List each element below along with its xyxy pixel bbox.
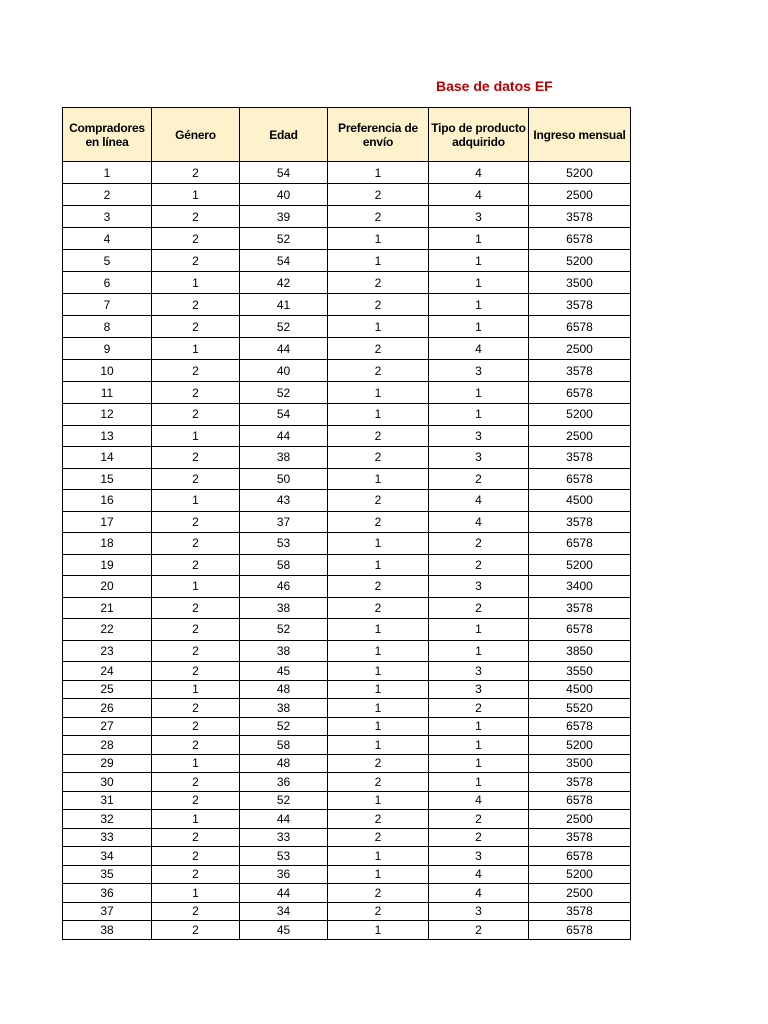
table-row <box>63 468 631 490</box>
cell-preferencia-envio[interactable]: 2 <box>328 828 429 847</box>
table-row <box>63 736 631 755</box>
table-row <box>63 554 631 576</box>
table-row <box>63 360 631 382</box>
cell-ingreso-mensual[interactable]: 6578 <box>529 468 631 490</box>
cell-preferencia-envio[interactable]: 1 <box>328 640 429 662</box>
cell-comprador[interactable]: 9 <box>63 338 152 360</box>
cell-ingreso-mensual[interactable]: 3578 <box>529 597 631 619</box>
cell-ingreso-mensual[interactable]: 6578 <box>529 316 631 338</box>
cell-edad[interactable]: 58 <box>240 554 328 576</box>
cell-preferencia-envio[interactable]: 1 <box>328 847 429 866</box>
cell-genero[interactable]: 2 <box>152 404 240 426</box>
cell-preferencia-envio[interactable]: 2 <box>328 490 429 512</box>
cell-genero[interactable]: 2 <box>152 206 240 228</box>
cell-genero[interactable]: 2 <box>152 294 240 316</box>
table-row <box>63 206 631 228</box>
cell-edad[interactable]: 36 <box>240 865 328 884</box>
cell-ingreso-mensual[interactable]: 5200 <box>529 404 631 426</box>
table-row <box>63 404 631 426</box>
sheet-title: Base de datos EF <box>436 78 553 94</box>
cell-ingreso-mensual[interactable]: 2500 <box>529 184 631 206</box>
cell-tipo-producto[interactable]: 3 <box>429 447 529 469</box>
cell-genero[interactable]: 2 <box>152 902 240 921</box>
cell-edad[interactable]: 42 <box>240 272 328 294</box>
cell-comprador[interactable]: 33 <box>63 828 152 847</box>
table-row <box>63 272 631 294</box>
cell-tipo-producto[interactable]: 2 <box>429 810 529 829</box>
cell-preferencia-envio[interactable]: 2 <box>328 272 429 294</box>
table-row <box>63 810 631 829</box>
table-row <box>63 382 631 404</box>
cell-genero[interactable]: 1 <box>152 490 240 512</box>
cell-ingreso-mensual[interactable]: 6578 <box>529 533 631 555</box>
cell-ingreso-mensual[interactable]: 3500 <box>529 272 631 294</box>
cell-edad[interactable]: 34 <box>240 902 328 921</box>
cell-edad[interactable]: 54 <box>240 162 328 184</box>
cell-edad[interactable]: 38 <box>240 597 328 619</box>
cell-comprador[interactable]: 8 <box>63 316 152 338</box>
cell-preferencia-envio[interactable]: 2 <box>328 425 429 447</box>
cell-comprador[interactable]: 2 <box>63 184 152 206</box>
cell-preferencia-envio[interactable]: 1 <box>328 250 429 272</box>
cell-edad[interactable]: 52 <box>240 717 328 736</box>
cell-tipo-producto[interactable]: 3 <box>429 425 529 447</box>
cell-tipo-producto[interactable]: 1 <box>429 773 529 792</box>
cell-tipo-producto[interactable]: 4 <box>429 511 529 533</box>
cell-edad[interactable]: 46 <box>240 576 328 598</box>
cell-edad[interactable]: 53 <box>240 533 328 555</box>
cell-tipo-producto[interactable]: 2 <box>429 533 529 555</box>
cell-comprador[interactable]: 32 <box>63 810 152 829</box>
cell-comprador[interactable]: 19 <box>63 554 152 576</box>
cell-comprador[interactable]: 27 <box>63 717 152 736</box>
cell-genero[interactable]: 2 <box>152 717 240 736</box>
cell-ingreso-mensual[interactable]: 6578 <box>529 847 631 866</box>
cell-preferencia-envio[interactable]: 1 <box>328 619 429 641</box>
cell-ingreso-mensual[interactable]: 4500 <box>529 490 631 512</box>
cell-comprador[interactable]: 22 <box>63 619 152 641</box>
cell-tipo-producto[interactable]: 4 <box>429 884 529 903</box>
cell-edad[interactable]: 44 <box>240 338 328 360</box>
cell-edad[interactable]: 52 <box>240 382 328 404</box>
table-row <box>63 865 631 884</box>
data-table <box>62 107 631 940</box>
cell-tipo-producto[interactable]: 2 <box>429 828 529 847</box>
table-row <box>63 184 631 206</box>
cell-tipo-producto[interactable]: 1 <box>429 272 529 294</box>
cell-comprador[interactable]: 6 <box>63 272 152 294</box>
cell-ingreso-mensual[interactable]: 2500 <box>529 810 631 829</box>
cell-genero[interactable]: 2 <box>152 773 240 792</box>
cell-genero[interactable]: 2 <box>152 640 240 662</box>
cell-tipo-producto[interactable]: 4 <box>429 184 529 206</box>
cell-preferencia-envio[interactable]: 2 <box>328 338 429 360</box>
cell-ingreso-mensual[interactable]: 6578 <box>529 791 631 810</box>
cell-genero[interactable]: 2 <box>152 865 240 884</box>
table-row <box>63 773 631 792</box>
cell-preferencia-envio[interactable]: 2 <box>328 773 429 792</box>
cell-edad[interactable]: 40 <box>240 360 328 382</box>
cell-edad[interactable]: 52 <box>240 228 328 250</box>
cell-comprador[interactable]: 21 <box>63 597 152 619</box>
cell-genero[interactable]: 2 <box>152 468 240 490</box>
cell-genero[interactable]: 1 <box>152 884 240 903</box>
cell-preferencia-envio[interactable]: 1 <box>328 404 429 426</box>
cell-preferencia-envio[interactable]: 2 <box>328 360 429 382</box>
cell-edad[interactable]: 43 <box>240 490 328 512</box>
table-row <box>63 425 631 447</box>
cell-preferencia-envio[interactable]: 2 <box>328 754 429 773</box>
table-row <box>63 921 631 940</box>
cell-comprador[interactable]: 29 <box>63 754 152 773</box>
cell-comprador[interactable]: 4 <box>63 228 152 250</box>
cell-ingreso-mensual[interactable]: 5200 <box>529 736 631 755</box>
cell-preferencia-envio[interactable]: 2 <box>328 884 429 903</box>
cell-edad[interactable]: 41 <box>240 294 328 316</box>
cell-preferencia-envio[interactable]: 2 <box>328 902 429 921</box>
cell-genero[interactable]: 2 <box>152 699 240 718</box>
cell-preferencia-envio[interactable]: 1 <box>328 316 429 338</box>
cell-edad[interactable]: 44 <box>240 884 328 903</box>
cell-tipo-producto[interactable]: 3 <box>429 662 529 681</box>
table-row <box>63 680 631 699</box>
cell-preferencia-envio[interactable]: 2 <box>328 447 429 469</box>
cell-genero[interactable]: 1 <box>152 680 240 699</box>
cell-comprador[interactable]: 38 <box>63 921 152 940</box>
cell-tipo-producto[interactable]: 1 <box>429 250 529 272</box>
cell-comprador[interactable]: 3 <box>63 206 152 228</box>
table-row <box>63 447 631 469</box>
cell-edad[interactable]: 52 <box>240 316 328 338</box>
cell-tipo-producto[interactable]: 1 <box>429 619 529 641</box>
column-header-genero[interactable]: Género <box>152 108 240 162</box>
cell-comprador[interactable]: 12 <box>63 404 152 426</box>
cell-preferencia-envio[interactable]: 1 <box>328 921 429 940</box>
cell-genero[interactable]: 2 <box>152 619 240 641</box>
cell-comprador[interactable]: 10 <box>63 360 152 382</box>
cell-ingreso-mensual[interactable]: 3578 <box>529 360 631 382</box>
cell-ingreso-mensual[interactable]: 4500 <box>529 680 631 699</box>
cell-tipo-producto[interactable]: 3 <box>429 902 529 921</box>
cell-comprador[interactable]: 24 <box>63 662 152 681</box>
cell-comprador[interactable]: 18 <box>63 533 152 555</box>
column-header-edad[interactable]: Edad <box>240 108 328 162</box>
cell-genero[interactable]: 2 <box>152 162 240 184</box>
cell-ingreso-mensual[interactable]: 3578 <box>529 773 631 792</box>
cell-comprador[interactable]: 16 <box>63 490 152 512</box>
table-row <box>63 717 631 736</box>
cell-tipo-producto[interactable]: 4 <box>429 162 529 184</box>
cell-comprador[interactable]: 14 <box>63 447 152 469</box>
cell-tipo-producto[interactable]: 3 <box>429 680 529 699</box>
cell-tipo-producto[interactable]: 1 <box>429 404 529 426</box>
cell-tipo-producto[interactable]: 1 <box>429 294 529 316</box>
cell-preferencia-envio[interactable]: 1 <box>328 865 429 884</box>
cell-genero[interactable]: 2 <box>152 382 240 404</box>
cell-ingreso-mensual[interactable]: 2500 <box>529 338 631 360</box>
table-row <box>63 338 631 360</box>
column-header-ingreso-mensual[interactable]: Ingreso mensual <box>529 108 631 162</box>
cell-edad[interactable]: 38 <box>240 699 328 718</box>
table-row <box>63 576 631 598</box>
table-row <box>63 662 631 681</box>
cell-comprador[interactable]: 7 <box>63 294 152 316</box>
cell-ingreso-mensual[interactable]: 2500 <box>529 425 631 447</box>
cell-edad[interactable]: 54 <box>240 404 328 426</box>
cell-tipo-producto[interactable]: 3 <box>429 206 529 228</box>
cell-edad[interactable]: 44 <box>240 425 328 447</box>
cell-edad[interactable]: 50 <box>240 468 328 490</box>
cell-edad[interactable]: 45 <box>240 921 328 940</box>
cell-edad[interactable]: 36 <box>240 773 328 792</box>
header-row <box>63 108 631 162</box>
cell-preferencia-envio[interactable]: 1 <box>328 717 429 736</box>
cell-ingreso-mensual[interactable]: 5200 <box>529 865 631 884</box>
cell-tipo-producto[interactable]: 1 <box>429 736 529 755</box>
cell-genero[interactable]: 2 <box>152 736 240 755</box>
cell-ingreso-mensual[interactable]: 3578 <box>529 294 631 316</box>
cell-genero[interactable]: 2 <box>152 921 240 940</box>
cell-genero[interactable]: 2 <box>152 791 240 810</box>
cell-preferencia-envio[interactable]: 2 <box>328 511 429 533</box>
table-row <box>63 511 631 533</box>
table-row <box>63 847 631 866</box>
cell-tipo-producto[interactable]: 4 <box>429 338 529 360</box>
cell-edad[interactable]: 52 <box>240 791 328 810</box>
cell-preferencia-envio[interactable]: 1 <box>328 468 429 490</box>
cell-ingreso-mensual[interactable]: 3400 <box>529 576 631 598</box>
cell-edad[interactable]: 38 <box>240 447 328 469</box>
cell-ingreso-mensual[interactable]: 6578 <box>529 921 631 940</box>
cell-preferencia-envio[interactable]: 1 <box>328 736 429 755</box>
cell-edad[interactable]: 37 <box>240 511 328 533</box>
cell-tipo-producto[interactable]: 4 <box>429 865 529 884</box>
cell-preferencia-envio[interactable]: 1 <box>328 382 429 404</box>
cell-tipo-producto[interactable]: 2 <box>429 699 529 718</box>
table-body <box>63 162 631 940</box>
cell-comprador[interactable]: 34 <box>63 847 152 866</box>
cell-genero[interactable]: 2 <box>152 360 240 382</box>
cell-edad[interactable]: 40 <box>240 184 328 206</box>
cell-ingreso-mensual[interactable]: 6578 <box>529 382 631 404</box>
table-row <box>63 619 631 641</box>
cell-preferencia-envio[interactable]: 1 <box>328 791 429 810</box>
cell-edad[interactable]: 44 <box>240 810 328 829</box>
cell-genero[interactable]: 2 <box>152 533 240 555</box>
cell-edad[interactable]: 48 <box>240 754 328 773</box>
cell-edad[interactable]: 52 <box>240 619 328 641</box>
cell-preferencia-envio[interactable]: 1 <box>328 533 429 555</box>
table-row <box>63 902 631 921</box>
cell-edad[interactable]: 54 <box>240 250 328 272</box>
table-row <box>63 597 631 619</box>
table-row <box>63 490 631 512</box>
cell-tipo-producto[interactable]: 3 <box>429 576 529 598</box>
cell-edad[interactable]: 48 <box>240 680 328 699</box>
cell-tipo-producto[interactable]: 1 <box>429 640 529 662</box>
cell-tipo-producto[interactable]: 2 <box>429 597 529 619</box>
cell-tipo-producto[interactable]: 2 <box>429 921 529 940</box>
cell-genero[interactable]: 1 <box>152 425 240 447</box>
cell-preferencia-envio[interactable]: 2 <box>328 597 429 619</box>
cell-genero[interactable]: 1 <box>152 576 240 598</box>
cell-genero[interactable]: 1 <box>152 338 240 360</box>
cell-ingreso-mensual[interactable]: 6578 <box>529 717 631 736</box>
cell-comprador[interactable]: 28 <box>63 736 152 755</box>
cell-tipo-producto[interactable]: 2 <box>429 468 529 490</box>
cell-comprador[interactable]: 20 <box>63 576 152 598</box>
cell-comprador[interactable]: 30 <box>63 773 152 792</box>
cell-genero[interactable]: 2 <box>152 847 240 866</box>
cell-tipo-producto[interactable]: 1 <box>429 754 529 773</box>
column-header-tipo-producto[interactable]: Tipo de producto adquirido <box>429 108 529 162</box>
cell-ingreso-mensual[interactable]: 3578 <box>529 828 631 847</box>
column-header-compradores[interactable]: Compradores en línea <box>63 108 152 162</box>
cell-ingreso-mensual[interactable]: 3578 <box>529 447 631 469</box>
cell-comprador[interactable]: 11 <box>63 382 152 404</box>
cell-ingreso-mensual[interactable]: 6578 <box>529 619 631 641</box>
cell-genero[interactable]: 2 <box>152 228 240 250</box>
cell-genero[interactable]: 2 <box>152 554 240 576</box>
table-row <box>63 294 631 316</box>
cell-edad[interactable]: 33 <box>240 828 328 847</box>
cell-preferencia-envio[interactable]: 1 <box>328 228 429 250</box>
cell-ingreso-mensual[interactable]: 5200 <box>529 250 631 272</box>
cell-tipo-producto[interactable]: 4 <box>429 490 529 512</box>
cell-ingreso-mensual[interactable]: 3550 <box>529 662 631 681</box>
table-row <box>63 791 631 810</box>
cell-genero[interactable]: 2 <box>152 597 240 619</box>
table-row <box>63 533 631 555</box>
cell-edad[interactable]: 38 <box>240 640 328 662</box>
cell-genero[interactable]: 1 <box>152 184 240 206</box>
cell-comprador[interactable]: 17 <box>63 511 152 533</box>
cell-ingreso-mensual[interactable]: 6578 <box>529 228 631 250</box>
cell-comprador[interactable]: 25 <box>63 680 152 699</box>
cell-tipo-producto[interactable]: 3 <box>429 360 529 382</box>
cell-genero[interactable]: 1 <box>152 272 240 294</box>
cell-comprador[interactable]: 36 <box>63 884 152 903</box>
cell-comprador[interactable]: 37 <box>63 902 152 921</box>
cell-ingreso-mensual[interactable]: 3578 <box>529 511 631 533</box>
cell-genero[interactable]: 2 <box>152 316 240 338</box>
cell-tipo-producto[interactable]: 1 <box>429 382 529 404</box>
cell-preferencia-envio[interactable]: 1 <box>328 699 429 718</box>
table-row <box>63 828 631 847</box>
cell-tipo-producto[interactable]: 1 <box>429 316 529 338</box>
table-header <box>63 108 631 162</box>
cell-tipo-producto[interactable]: 1 <box>429 228 529 250</box>
table-row <box>63 228 631 250</box>
cell-ingreso-mensual[interactable]: 3850 <box>529 640 631 662</box>
cell-comprador[interactable]: 31 <box>63 791 152 810</box>
cell-genero[interactable]: 2 <box>152 828 240 847</box>
cell-tipo-producto[interactable]: 3 <box>429 847 529 866</box>
column-header-preferencia-envio[interactable]: Preferencia de envío <box>328 108 429 162</box>
cell-edad[interactable]: 39 <box>240 206 328 228</box>
table-row <box>63 884 631 903</box>
cell-preferencia-envio[interactable]: 1 <box>328 680 429 699</box>
cell-comprador[interactable]: 26 <box>63 699 152 718</box>
cell-preferencia-envio[interactable]: 2 <box>328 294 429 316</box>
cell-tipo-producto[interactable]: 1 <box>429 717 529 736</box>
table-row <box>63 699 631 718</box>
table-row <box>63 316 631 338</box>
cell-preferencia-envio[interactable]: 2 <box>328 810 429 829</box>
cell-ingreso-mensual[interactable]: 3500 <box>529 754 631 773</box>
cell-genero[interactable]: 2 <box>152 250 240 272</box>
table-row <box>63 162 631 184</box>
cell-tipo-producto[interactable]: 2 <box>429 554 529 576</box>
cell-ingreso-mensual[interactable]: 5200 <box>529 162 631 184</box>
cell-preferencia-envio[interactable]: 2 <box>328 206 429 228</box>
cell-tipo-producto[interactable]: 4 <box>429 791 529 810</box>
cell-comprador[interactable]: 5 <box>63 250 152 272</box>
cell-preferencia-envio[interactable]: 1 <box>328 162 429 184</box>
cell-comprador[interactable]: 23 <box>63 640 152 662</box>
cell-comprador[interactable]: 13 <box>63 425 152 447</box>
cell-preferencia-envio[interactable]: 1 <box>328 662 429 681</box>
table-row <box>63 640 631 662</box>
cell-ingreso-mensual[interactable]: 2500 <box>529 884 631 903</box>
cell-genero[interactable]: 2 <box>152 662 240 681</box>
cell-genero[interactable]: 2 <box>152 447 240 469</box>
cell-preferencia-envio[interactable]: 1 <box>328 554 429 576</box>
cell-preferencia-envio[interactable]: 2 <box>328 184 429 206</box>
cell-genero[interactable]: 2 <box>152 511 240 533</box>
cell-ingreso-mensual[interactable]: 3578 <box>529 206 631 228</box>
cell-ingreso-mensual[interactable]: 5520 <box>529 699 631 718</box>
cell-genero[interactable]: 1 <box>152 754 240 773</box>
cell-comprador[interactable]: 15 <box>63 468 152 490</box>
cell-comprador[interactable]: 35 <box>63 865 152 884</box>
cell-edad[interactable]: 58 <box>240 736 328 755</box>
cell-edad[interactable]: 45 <box>240 662 328 681</box>
table-row <box>63 250 631 272</box>
cell-edad[interactable]: 53 <box>240 847 328 866</box>
cell-preferencia-envio[interactable]: 2 <box>328 576 429 598</box>
table-row <box>63 754 631 773</box>
cell-ingreso-mensual[interactable]: 3578 <box>529 902 631 921</box>
cell-ingreso-mensual[interactable]: 5200 <box>529 554 631 576</box>
cell-genero[interactable]: 1 <box>152 810 240 829</box>
cell-comprador[interactable]: 1 <box>63 162 152 184</box>
